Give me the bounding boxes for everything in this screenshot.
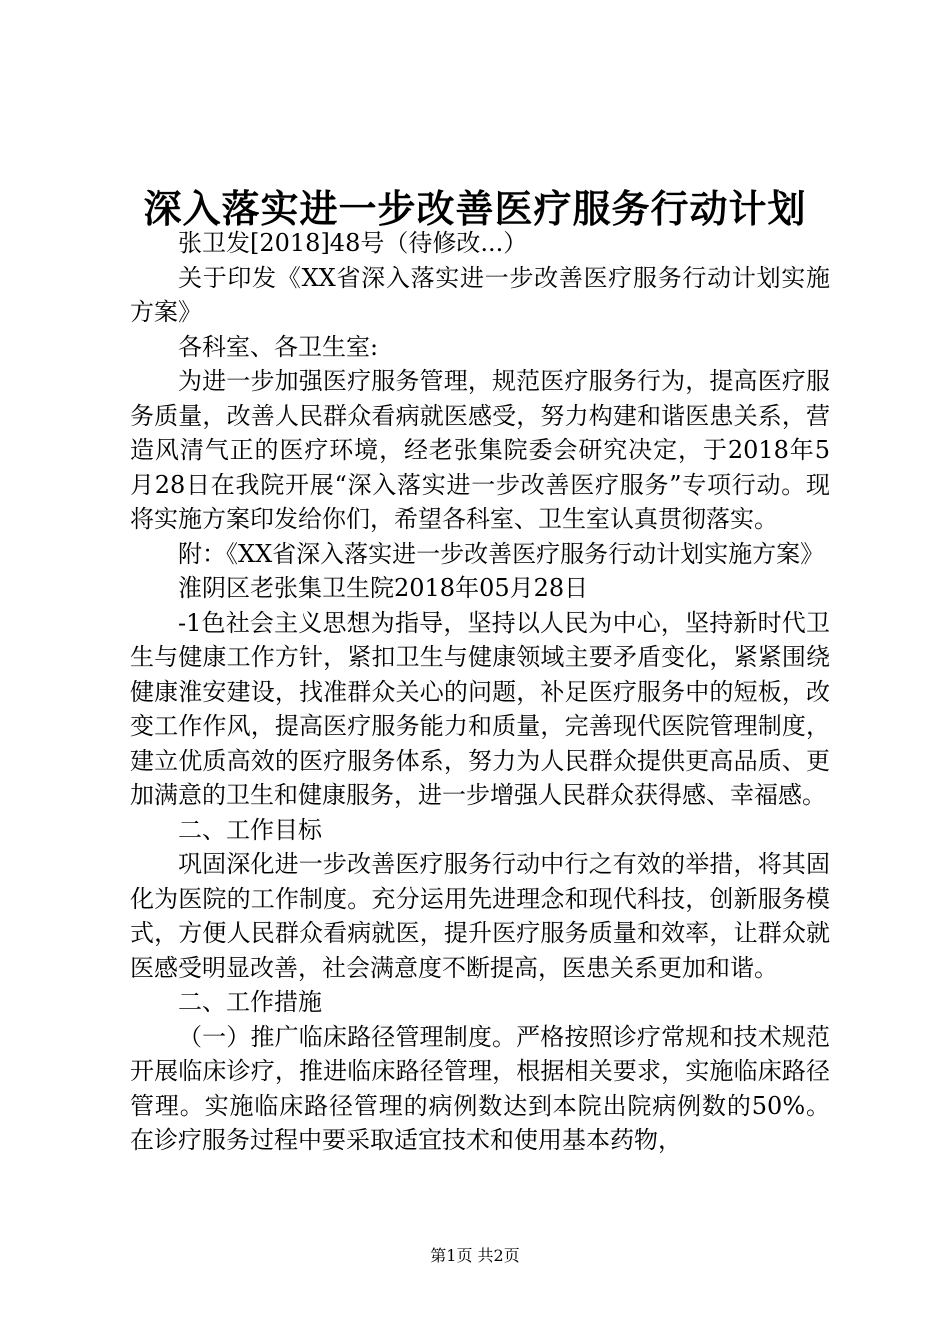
body-paragraph: -1色社会主义思想为指导，坚持以人民为中心，坚持新时代卫生与健康工作方针，紧扣卫生与健康领域主要矛盾变化，紧紧围绕健康淮安建设，找准群众关心的问题，补足医疗服务中的短板，改变工作作风，提高医疗服务能力和质量，完善现代医院管理制度，建立优质高效的医疗服务体系，努力为人民群众提供更高品质、更加满意的卫生和健康服务，进一步增强人民群众获得感、幸福感。 (130, 608, 830, 809)
section-heading: 二、工作目标 (178, 815, 322, 844)
document-number: 张卫发[2018]48号（待修改...） (178, 229, 528, 257)
notice-subject: 关于印发《XX省深入落实进一步改善医疗服务行动计划实施方案》 (130, 263, 830, 326)
section-heading: 二、工作措施 (178, 988, 322, 1016)
body-paragraph: 为进一步加强医疗服务管理，规范医疗服务行为，提高医疗服务质量，改善人民群众看病就医感受，努力构建和谐医患关系，营造风清气正的医疗环境，经老张集院委会研究决定，于2018年5月28日在我院开展“深入落实进一步改善医疗服务”专项行动。现将实施方案印发给你们，希望各科室、卫生室认真贯彻落实。 (130, 367, 830, 533)
body-paragraph: （一）推广临床路径管理制度。严格按照诊疗常规和技术规范开展临床诊疗，推进临床路径管理，根据相关要求，实施临床路径管理。实施临床路径管理的病例数达到本院出院病例数的50%。在诊疗服务过程中要采取适宜技术和使用基本药物， (130, 1022, 830, 1154)
body-paragraph: 巩固深化进一步改善医疗服务行动中行之有效的举措，将其固化为医院的工作制度。充分运用先进理念和现代科技，创新服务模式，方便人民群众看病就医，提升医疗服务质量和效率，让群众就医感受明显改善，社会满意度不断提高，医患关系更加和谐。 (130, 850, 830, 982)
attachment-line: 附：《XX省深入落实进一步改善医疗服务行动计划实施方案》 (178, 539, 825, 568)
document-title: 深入落实进一步改善医疗服务行动计划 (143, 186, 807, 231)
document-body (130, 226, 830, 1158)
issuer-and-date: 淮阴区老张集卫生院2018年05月28日 (178, 574, 589, 602)
salutation: 各科室、各卫生室: (178, 332, 379, 361)
page-footer: 第1页 共2页 (430, 1246, 520, 1265)
